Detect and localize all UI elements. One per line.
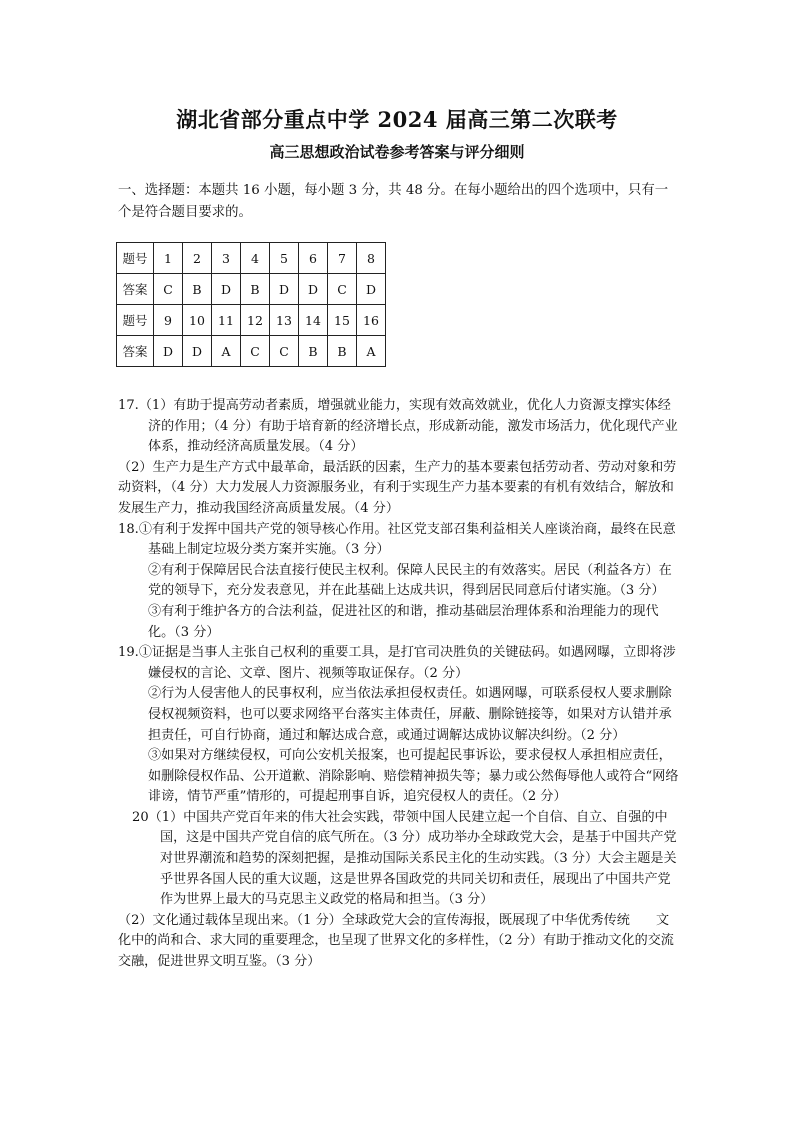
section-intro: 一、选择题：本题共 16 小题，每小题 3 分，共 48 分。在每小题给出的四个选项中，只有一个是符合题目要求的。 — [118, 183, 669, 220]
answer-cell: B — [299, 336, 328, 367]
question-number: 1 — [154, 243, 183, 274]
question-number: 15 — [328, 305, 357, 336]
answer-cell: C — [328, 274, 357, 305]
answer-cell: A — [212, 336, 241, 367]
question-number: 16 — [357, 305, 386, 336]
q17-part2: （2）生产力是生产方式中最革命，最活跃的因素，生产力的基本要素包括劳动者、劳动对象和劳动资料，（4 分）大力发展人力资源服务业，有利于实现生产力基本要素的有机有效结合，解放和发展生产力，推动我国经济高质量发展。（4 分） — [118, 459, 677, 516]
question-number: 13 — [270, 305, 299, 336]
page-title: 湖北省部分重点中学 2024 届高三第二次联考 — [176, 107, 618, 132]
answer-cell: B — [183, 274, 212, 305]
q20-part1: 20（1）中国共产党百年来的伟大社会实践，带领中国人民建立起一个自信、自立、自强的中国，这是中国共产党自信的底气所在。（3 分）成功举办全球政党大会，是基于中国共产党对世界潮流和趋势的深刻把握，是推动国际关系民主化的生动实践。（3 分）大会主题是关乎世界各国人民的重大议题，这是世界各国政党的共同关切和责任，展现出了中国共产党作为世界上最大的马克思主义政党的格局和担当。（3 分） — [132, 809, 677, 908]
q19-point1: 19.①证据是当事人主张自己权利的重要工具，是打官司决胜负的关键砝码。如遇网曝，立即将涉嫌侵权的言论、文章、图片、视频等取证保存。（2 分） — [118, 645, 676, 681]
answer-cell: C — [241, 336, 270, 367]
question-number: 10 — [183, 305, 212, 336]
q17-part1: 17.（1）有助于提高劳动者素质，增强就业能力，实现有效高效就业，优化人力资源支撑实体经济的作用；（4 分）有助于培育新的经济增长点，形成新动能，激发市场活力，优化现代产业体系，推动经济高质量发展。（4 分） — [118, 398, 678, 455]
answer-table — [116, 242, 386, 367]
answer-cell: D — [299, 274, 328, 305]
row-label: 题号 — [117, 305, 154, 336]
question-number: 6 — [299, 243, 328, 274]
answer-cell: C — [154, 274, 183, 305]
q19-point2: ②行为人侵害他人的民事权利，应当依法承担侵权责任。如遇网曝，可联系侵权人要求删除侵权视频资料，也可以要求网络平台落实主体责任，屏蔽、删除链接等，如果对方认错并承担责任，可自行协商，通过和解达成合意，或通过调解达成协议解决纠纷。（2 分） — [148, 686, 672, 743]
q18-point3: ③有利于维护各方的合法利益，促进社区的和谐，推动基础层治理体系和治理能力的现代化。（3 分） — [148, 603, 659, 640]
answer-cell: B — [241, 274, 270, 305]
answer-cell: C — [270, 336, 299, 367]
q19-point3: ③如果对方继续侵权，可向公安机关报案，也可提起民事诉讼，要求侵权人承担相应责任，如删除侵权作品、公开道歉、消除影响、赔偿精神损失等；暴力或公然侮辱他人或符合“网络诽谤，情节严重”情形的，可提起刑事自诉，追究侵权人的责任。（2 分） — [148, 748, 679, 805]
question-number: 12 — [241, 305, 270, 336]
table-row — [117, 243, 386, 274]
row-label: 题号 — [117, 243, 154, 274]
question-number: 4 — [241, 243, 270, 274]
table-row — [117, 336, 386, 367]
question-number: 14 — [299, 305, 328, 336]
q18-point2: ②有利于保障居民合法直接行使民主权利。保障人民民主的有效落实。居民（利益各方）在党的领导下，充分发表意见，并在此基础上达成共识，得到居民同意后付诸实施。（3 分） — [148, 562, 672, 599]
answer-cell: D — [212, 274, 241, 305]
answer-cell: A — [357, 336, 386, 367]
answer-cell: D — [183, 336, 212, 367]
answer-cell: D — [154, 336, 183, 367]
answer-body — [118, 396, 680, 973]
answer-cell: D — [357, 274, 386, 305]
page-subtitle: 高三思想政治试卷参考答案与评分细则 — [269, 143, 525, 161]
table-row — [117, 274, 386, 305]
table-row — [117, 305, 386, 336]
question-number: 5 — [270, 243, 299, 274]
q18-point1: 18.①有利于发挥中国共产党的领导核心作用。社区党支部召集利益相关人座谈治商，最终在民意基础上制定垃圾分类方案并实施。（3 分） — [118, 521, 676, 558]
row-label: 答案 — [117, 274, 154, 305]
question-number: 3 — [212, 243, 241, 274]
question-number: 9 — [154, 305, 183, 336]
question-number: 8 — [357, 243, 386, 274]
question-number: 2 — [183, 243, 212, 274]
question-number: 7 — [328, 243, 357, 274]
question-number: 11 — [212, 305, 241, 336]
q20-part2: （2）文化通过载体呈现出来。（1 分）全球政党大会的宣传海报，既展现了中华优秀传统 文化中的尚和合、求大同的重要理念，也呈现了世界文化的多样性，（2 分）有助于推动文化的交流交融，促进世界文明互鉴。（3 分） — [118, 912, 674, 970]
row-label: 答案 — [117, 336, 154, 367]
answer-cell: D — [270, 274, 299, 305]
answer-cell: B — [328, 336, 357, 367]
